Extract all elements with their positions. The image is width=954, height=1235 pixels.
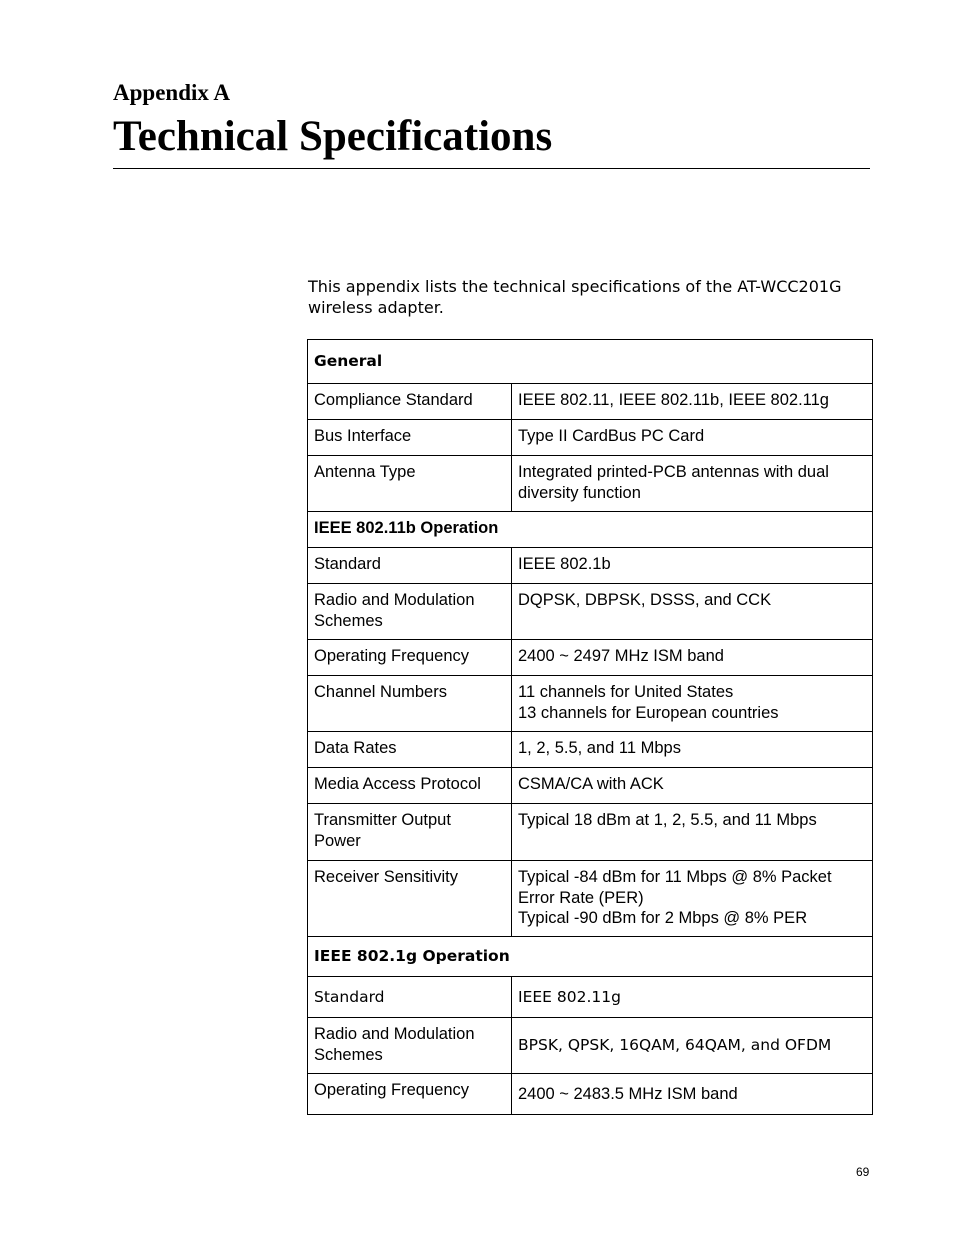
table-row xyxy=(308,1074,873,1115)
spec-value-cell xyxy=(512,732,873,768)
spec-value-cell xyxy=(512,768,873,804)
spec-value-cell xyxy=(512,804,873,861)
spec-label: Compliance Standard xyxy=(314,391,473,409)
spec-value-cell xyxy=(512,548,873,584)
spec-value: BPSK, QPSK, 16QAM, 64QAM, and OFDM xyxy=(518,1036,832,1055)
spec-value: Typical -84 dBm for 11 Mbps @ 8% Packet xyxy=(518,868,832,886)
spec-value: 13 channels for European countries xyxy=(518,703,779,722)
spec-value-cell xyxy=(512,384,873,420)
table-row xyxy=(308,548,873,584)
spec-value: IEEE 802.11g xyxy=(518,987,621,1006)
table-row xyxy=(308,861,873,937)
spec-value: Type II CardBus PC Card xyxy=(518,427,705,445)
spec-value: DQPSK, DBPSK, DSSS, and CCK xyxy=(518,591,772,609)
section-header-row xyxy=(308,512,873,548)
spec-label: Transmitter Output xyxy=(314,811,451,829)
spec-label-cell xyxy=(308,804,512,861)
spec-value: IEEE 802.11, IEEE 802.11b, IEEE 802.11g xyxy=(518,391,829,409)
table-row xyxy=(308,676,873,732)
section-heading: General xyxy=(308,340,873,384)
spec-label: Antenna Type xyxy=(314,463,416,481)
spec-label: Standard xyxy=(314,555,381,573)
spec-label: Radio and Modulation xyxy=(314,1025,475,1043)
table-row xyxy=(308,732,873,768)
spec-table-body xyxy=(308,340,873,1115)
section-header-row xyxy=(308,340,873,384)
spec-value-cell xyxy=(512,456,873,512)
spec-value-cell xyxy=(512,584,873,640)
spec-label: Schemes xyxy=(314,1045,383,1064)
table-row xyxy=(308,977,873,1018)
spec-value: Typical -90 dBm for 2 Mbps @ 8% PER xyxy=(518,909,808,927)
spec-label-cell xyxy=(308,768,512,804)
table-row xyxy=(308,584,873,640)
spec-label-cell xyxy=(308,420,512,456)
table-row xyxy=(308,384,873,420)
spec-label-cell xyxy=(308,548,512,584)
spec-label: Radio and Modulation xyxy=(314,591,475,609)
spec-label-cell xyxy=(308,584,512,640)
spec-label-cell xyxy=(308,640,512,676)
table-row xyxy=(308,768,873,804)
section-heading: IEEE 802.1g Operation xyxy=(308,937,873,977)
spec-label: Channel Numbers xyxy=(314,683,447,701)
section-header-row xyxy=(308,937,873,977)
spec-value-cell xyxy=(512,1074,873,1115)
spec-label-cell xyxy=(308,676,512,732)
table-row xyxy=(308,420,873,456)
intro-paragraph: This appendix lists the technical specifications of the AT-WCC201G wireless adapter. xyxy=(308,277,842,317)
spec-label-cell xyxy=(308,977,512,1018)
spec-value: 2400 ~ 2497 MHz ISM band xyxy=(518,647,724,665)
spec-label: Bus Interface xyxy=(314,427,412,445)
spec-value: Typical 18 dBm at 1, 2, 5.5, and 11 Mbps xyxy=(518,811,817,829)
table-row xyxy=(308,456,873,512)
page-title: Technical Specifications xyxy=(113,113,553,160)
section-heading: IEEE 802.11b Operation xyxy=(308,512,873,548)
title-divider xyxy=(113,168,870,169)
spec-label: Operating Frequency xyxy=(314,647,470,665)
spec-label: Operating Frequency xyxy=(314,1081,470,1099)
spec-value-cell xyxy=(512,640,873,676)
spec-label: Receiver Sensitivity xyxy=(314,868,458,886)
spec-label-cell xyxy=(308,456,512,512)
spec-value: 2400 ~ 2483.5 MHz ISM band xyxy=(518,1084,738,1103)
spec-value: 11 channels for United States xyxy=(518,683,734,701)
table-row xyxy=(308,640,873,676)
spec-label-cell xyxy=(308,1018,512,1074)
spec-value-cell xyxy=(512,977,873,1018)
appendix-label: Appendix A xyxy=(113,80,230,105)
spec-value: diversity function xyxy=(518,483,641,502)
spec-value: CSMA/CA with ACK xyxy=(518,775,664,793)
spec-label-cell xyxy=(308,384,512,420)
table-row xyxy=(308,804,873,861)
spec-label-cell xyxy=(308,861,512,937)
spec-value-cell xyxy=(512,1018,873,1074)
spec-value-cell xyxy=(512,861,873,937)
spec-label: Schemes xyxy=(314,611,383,630)
spec-label: Data Rates xyxy=(314,739,397,757)
page-number: 69 xyxy=(856,1165,870,1179)
spec-label-cell xyxy=(308,1074,512,1115)
spec-value: IEEE 802.1b xyxy=(518,555,611,573)
spec-label: Media Access Protocol xyxy=(314,775,481,793)
spec-value-cell xyxy=(512,676,873,732)
spec-label-cell xyxy=(308,732,512,768)
spec-value-cell xyxy=(512,420,873,456)
spec-value: Error Rate (PER) xyxy=(518,888,644,907)
spec-label: Standard xyxy=(314,987,385,1006)
spec-label: Power xyxy=(314,831,361,850)
spec-table xyxy=(307,339,873,1115)
spec-value: Integrated printed-PCB antennas with dual xyxy=(518,463,829,481)
table-row xyxy=(308,1018,873,1074)
spec-value: 1, 2, 5.5, and 11 Mbps xyxy=(518,739,681,757)
